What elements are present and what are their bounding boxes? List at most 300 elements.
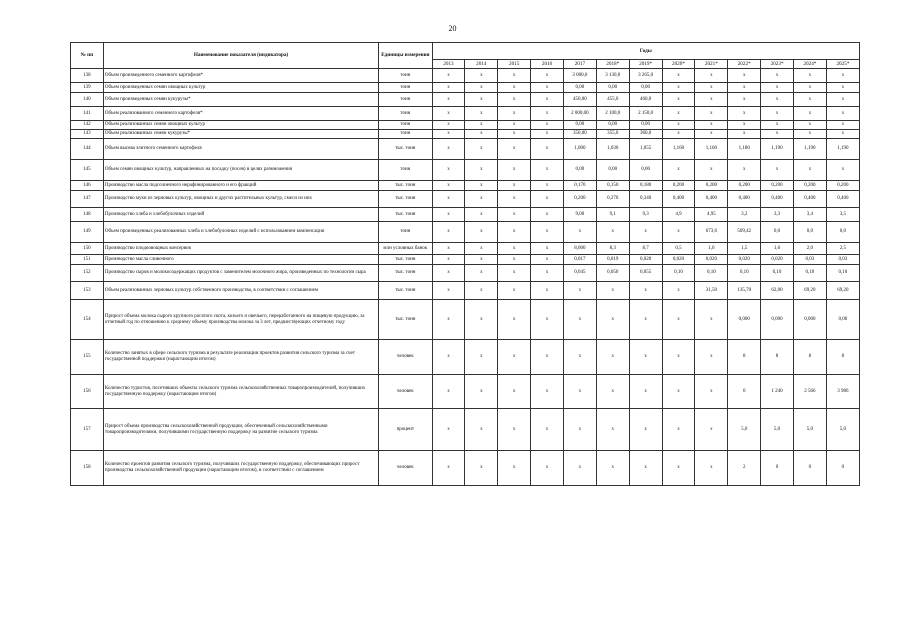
year-value: x bbox=[761, 69, 794, 83]
year-value: x bbox=[826, 160, 859, 181]
year-value: x bbox=[432, 191, 465, 208]
table-row bbox=[71, 139, 860, 160]
row-number: 147 bbox=[71, 191, 104, 208]
year-value: x bbox=[629, 222, 662, 243]
year-value: 0 bbox=[728, 375, 761, 409]
indicator-name: Количество туристов, посетивших объекты сельского туризма сельскохозяйственных товаропроизводителей, получивших государственную поддержку (нарастающим итогом) bbox=[103, 375, 378, 409]
year-value: x bbox=[432, 255, 465, 265]
year-value: x bbox=[629, 340, 662, 375]
year-value: 3 130,0 bbox=[596, 69, 629, 83]
unit-of-measure: млн условных банок bbox=[379, 243, 432, 255]
year-value: 0,020 bbox=[695, 255, 728, 265]
year-value: 0,00 bbox=[826, 300, 859, 340]
year-value: 0,050 bbox=[596, 265, 629, 282]
row-number: 157 bbox=[71, 409, 104, 451]
year-value: x bbox=[728, 69, 761, 83]
year-value: 0,10 bbox=[761, 265, 794, 282]
year-value: x bbox=[465, 255, 498, 265]
year-value: x bbox=[563, 300, 596, 340]
year-value: x bbox=[498, 340, 531, 375]
year-value: 2 100,0 bbox=[596, 107, 629, 121]
year-value: x bbox=[498, 107, 531, 121]
year-value: x bbox=[531, 255, 564, 265]
year-value: x bbox=[531, 409, 564, 451]
year-value: 0,200 bbox=[695, 181, 728, 191]
year-value: 0,10 bbox=[662, 265, 695, 282]
year-value: x bbox=[531, 282, 564, 300]
year-value: x bbox=[498, 191, 531, 208]
indicator-name: Объем реализованного семенного картофеля* bbox=[103, 107, 378, 121]
year-value: 0,00 bbox=[563, 160, 596, 181]
indicator-name: Производство масла сливочного bbox=[103, 255, 378, 265]
year-value: x bbox=[498, 139, 531, 160]
year-value: x bbox=[596, 409, 629, 451]
year-value: 1,055 bbox=[629, 139, 662, 160]
year-value: x bbox=[531, 139, 564, 160]
year-value: 0,00 bbox=[629, 121, 662, 130]
row-number: 150 bbox=[71, 243, 104, 255]
row-number: 148 bbox=[71, 208, 104, 222]
year-value: 355,0 bbox=[596, 130, 629, 139]
year-value: x bbox=[662, 160, 695, 181]
year-value: x bbox=[465, 107, 498, 121]
year-value: x bbox=[629, 409, 662, 451]
unit-of-measure: тыс. тонн bbox=[379, 265, 432, 282]
indicator-name: Количество проектов развития сельского туризма, получивших государственную поддержку, обеспечивающих прирост производства сельскохозяйственной продукции (нарастающим итогом), в соответствии с соглашением bbox=[103, 451, 378, 486]
year-value: x bbox=[498, 451, 531, 486]
table-row bbox=[71, 191, 860, 208]
header-year: 2016 bbox=[531, 60, 564, 69]
year-value: x bbox=[432, 160, 465, 181]
year-value: 0,10 bbox=[793, 265, 826, 282]
indicator-name: Объем реализованных семян овощных культур bbox=[103, 121, 378, 130]
year-value: x bbox=[629, 451, 662, 486]
year-value: 0,10 bbox=[826, 265, 859, 282]
year-value: x bbox=[629, 375, 662, 409]
year-value: 0,020 bbox=[662, 255, 695, 265]
row-number: 155 bbox=[71, 340, 104, 375]
unit-of-measure: тыс. тонн bbox=[379, 208, 432, 222]
header-year: 2020* bbox=[662, 60, 695, 69]
unit-of-measure: тонн bbox=[379, 160, 432, 181]
year-value: x bbox=[662, 121, 695, 130]
year-value: 8,000 bbox=[563, 243, 596, 255]
year-value: 0,200 bbox=[793, 181, 826, 191]
year-value: 0,055 bbox=[629, 265, 662, 282]
unit-of-measure: тыс. тонн bbox=[379, 191, 432, 208]
year-value: 3 986 bbox=[826, 375, 859, 409]
year-value: x bbox=[793, 121, 826, 130]
year-value: x bbox=[432, 139, 465, 160]
table-row bbox=[71, 265, 860, 282]
year-value: x bbox=[465, 300, 498, 340]
year-value: 1,000 bbox=[563, 139, 596, 160]
unit-of-measure: тонн bbox=[379, 69, 432, 83]
year-value: 0,200 bbox=[728, 181, 761, 191]
table-row bbox=[71, 222, 860, 243]
indicator-name: Объем семян овощных культур, направленных на посадку (посев) в целях размножения bbox=[103, 160, 378, 181]
indicator-name: Производство хлеба и хлебобулочных изделий bbox=[103, 208, 378, 222]
table-row bbox=[71, 121, 860, 130]
indicator-name: Производство сыров и молокосодержащих продуктов с заменителем молочного жира, произведенных по технологии сыра bbox=[103, 265, 378, 282]
year-value: x bbox=[826, 83, 859, 93]
year-value: x bbox=[695, 130, 728, 139]
unit-of-measure: тонн bbox=[379, 107, 432, 121]
year-value: x bbox=[662, 83, 695, 93]
year-value: x bbox=[629, 282, 662, 300]
year-value: x bbox=[662, 222, 695, 243]
year-value: x bbox=[662, 93, 695, 107]
year-value: x bbox=[662, 375, 695, 409]
table-row bbox=[71, 451, 860, 486]
year-value: x bbox=[662, 340, 695, 375]
header-years-group: Годы bbox=[432, 43, 859, 60]
year-value: x bbox=[728, 121, 761, 130]
year-value: x bbox=[465, 243, 498, 255]
year-value: 0,00 bbox=[629, 83, 662, 93]
year-value: x bbox=[826, 69, 859, 83]
year-value: x bbox=[728, 160, 761, 181]
row-number: 141 bbox=[71, 107, 104, 121]
row-number: 151 bbox=[71, 255, 104, 265]
indicator-name: Объем реализованных семян кукурузы* bbox=[103, 130, 378, 139]
unit-of-measure: тонн bbox=[379, 222, 432, 243]
year-value: x bbox=[465, 69, 498, 83]
year-value: x bbox=[465, 409, 498, 451]
year-value: 1,190 bbox=[793, 139, 826, 160]
year-value: 0,170 bbox=[563, 181, 596, 191]
year-value: x bbox=[793, 69, 826, 83]
year-value: x bbox=[761, 83, 794, 93]
table-row bbox=[71, 181, 860, 191]
unit-of-measure: тыс. тонн bbox=[379, 282, 432, 300]
year-value: 0,340 bbox=[629, 191, 662, 208]
year-value: 1,190 bbox=[761, 139, 794, 160]
year-value: x bbox=[465, 181, 498, 191]
year-value: x bbox=[793, 93, 826, 107]
year-value: 0,019 bbox=[596, 255, 629, 265]
table-row bbox=[71, 83, 860, 93]
year-value: 0,03 bbox=[793, 255, 826, 265]
row-number: 149 bbox=[71, 222, 104, 243]
header-unit: Единицы измерения bbox=[379, 43, 432, 69]
year-value: 4,95 bbox=[695, 208, 728, 222]
year-value: 8 bbox=[826, 340, 859, 375]
year-value: x bbox=[498, 255, 531, 265]
year-value: x bbox=[531, 375, 564, 409]
year-value: x bbox=[465, 375, 498, 409]
year-value: 1 240 bbox=[761, 375, 794, 409]
header-year: 2023* bbox=[761, 60, 794, 69]
year-value: x bbox=[695, 83, 728, 93]
year-value: 0,00 bbox=[563, 83, 596, 93]
unit-of-measure: тонн bbox=[379, 130, 432, 139]
indicator-name: Объем высева элитного семенного картофеля bbox=[103, 139, 378, 160]
year-value: x bbox=[432, 282, 465, 300]
year-value: x bbox=[465, 130, 498, 139]
year-value: 0,00 bbox=[596, 83, 629, 93]
unit-of-measure: тонн bbox=[379, 121, 432, 130]
year-value: x bbox=[531, 340, 564, 375]
indicators-table bbox=[70, 42, 860, 486]
year-value: 0,00 bbox=[629, 160, 662, 181]
year-value: 1,160 bbox=[695, 139, 728, 160]
year-value: x bbox=[596, 340, 629, 375]
year-value: x bbox=[465, 191, 498, 208]
year-value: x bbox=[826, 121, 859, 130]
year-value: x bbox=[498, 282, 531, 300]
year-value: 360,0 bbox=[629, 130, 662, 139]
year-value: 450,00 bbox=[563, 93, 596, 107]
unit-of-measure: человек bbox=[379, 340, 432, 375]
year-value: 5,0 bbox=[793, 409, 826, 451]
row-number: 139 bbox=[71, 83, 104, 93]
year-value: x bbox=[465, 139, 498, 160]
year-value: 0,000 bbox=[761, 300, 794, 340]
year-value: 0,400 bbox=[728, 191, 761, 208]
year-value: x bbox=[695, 300, 728, 340]
year-value: 2 000,00 bbox=[563, 107, 596, 121]
year-value: x bbox=[695, 93, 728, 107]
year-value: x bbox=[465, 222, 498, 243]
year-value: 31,50 bbox=[695, 282, 728, 300]
year-value: x bbox=[531, 300, 564, 340]
year-value: x bbox=[531, 181, 564, 191]
table-row bbox=[71, 208, 860, 222]
year-value: x bbox=[498, 375, 531, 409]
unit-of-measure: человек bbox=[379, 451, 432, 486]
year-value: x bbox=[531, 107, 564, 121]
unit-of-measure: тыс. тонн bbox=[379, 181, 432, 191]
indicator-name: Количество занятых в сфере сельского туризма в результате реализации проектов развития сельского туризма за счет государственной поддержки (нарастающим итогом) bbox=[103, 340, 378, 375]
year-value: x bbox=[498, 160, 531, 181]
row-number: 138 bbox=[71, 69, 104, 83]
year-value: 460,0 bbox=[629, 93, 662, 107]
year-value: x bbox=[531, 243, 564, 255]
year-value: 0,5 bbox=[662, 243, 695, 255]
year-value: x bbox=[498, 222, 531, 243]
year-value: 69,20 bbox=[793, 282, 826, 300]
year-value: x bbox=[695, 107, 728, 121]
year-value: x bbox=[531, 130, 564, 139]
year-value: x bbox=[531, 265, 564, 282]
row-number: 146 bbox=[71, 181, 104, 191]
year-value: 0,000 bbox=[793, 300, 826, 340]
year-value: 0,000 bbox=[728, 300, 761, 340]
year-value: 3 000,0 bbox=[563, 69, 596, 83]
year-value: x bbox=[498, 208, 531, 222]
year-value: 8 bbox=[728, 340, 761, 375]
year-value: 1,0 bbox=[695, 243, 728, 255]
unit-of-measure: процент bbox=[379, 409, 432, 451]
year-value: 1,5 bbox=[728, 243, 761, 255]
header-num: № пп bbox=[71, 43, 104, 69]
year-value: 0,00 bbox=[596, 121, 629, 130]
year-value: 0,00 bbox=[563, 121, 596, 130]
year-value: 455,0 bbox=[596, 93, 629, 107]
table-row bbox=[71, 300, 860, 340]
year-value: x bbox=[498, 130, 531, 139]
year-value: x bbox=[728, 83, 761, 93]
year-value: x bbox=[695, 409, 728, 451]
year-value: x bbox=[695, 121, 728, 130]
year-value: x bbox=[432, 265, 465, 282]
table-row bbox=[71, 409, 860, 451]
table-row bbox=[71, 255, 860, 265]
year-value: x bbox=[432, 300, 465, 340]
year-value: x bbox=[465, 340, 498, 375]
year-value: 0,020 bbox=[761, 255, 794, 265]
year-value: 1,180 bbox=[728, 139, 761, 160]
year-value: x bbox=[563, 375, 596, 409]
year-value: x bbox=[761, 107, 794, 121]
year-value: 0,0 bbox=[826, 222, 859, 243]
year-value: x bbox=[662, 282, 695, 300]
year-value: x bbox=[531, 83, 564, 93]
year-value: 2 150,0 bbox=[629, 107, 662, 121]
year-value: 673,6 bbox=[695, 222, 728, 243]
year-value: x bbox=[563, 409, 596, 451]
year-value: x bbox=[793, 130, 826, 139]
year-value: x bbox=[596, 282, 629, 300]
year-value: x bbox=[563, 222, 596, 243]
indicator-name: Объем реализованных зерновых культур собственного производства, в соответствии с соглашением bbox=[103, 282, 378, 300]
year-value: 0,10 bbox=[728, 265, 761, 282]
year-value: x bbox=[465, 208, 498, 222]
year-value: x bbox=[432, 409, 465, 451]
year-value: x bbox=[498, 181, 531, 191]
year-value: x bbox=[498, 69, 531, 83]
year-value: x bbox=[432, 208, 465, 222]
indicator-name: Объем произведенных семян овощных культур bbox=[103, 83, 378, 93]
header-year: 2022* bbox=[728, 60, 761, 69]
year-value: 3,5 bbox=[826, 208, 859, 222]
year-value: x bbox=[498, 409, 531, 451]
year-value: 135,70 bbox=[728, 282, 761, 300]
year-value: x bbox=[432, 93, 465, 107]
indicator-name: Объем произведенного семенного картофеля* bbox=[103, 69, 378, 83]
year-value: 350,00 bbox=[563, 130, 596, 139]
year-value: 3 265,0 bbox=[629, 69, 662, 83]
year-value: 1,6 bbox=[761, 243, 794, 255]
year-value: 9,3 bbox=[629, 208, 662, 222]
year-value: 69,20 bbox=[826, 282, 859, 300]
year-value: x bbox=[531, 208, 564, 222]
year-value: 0,017 bbox=[563, 255, 596, 265]
year-value: x bbox=[662, 409, 695, 451]
year-value: x bbox=[531, 191, 564, 208]
table-row bbox=[71, 107, 860, 121]
year-value: x bbox=[826, 107, 859, 121]
row-number: 143 bbox=[71, 130, 104, 139]
year-value: x bbox=[498, 243, 531, 255]
year-value: 0,180 bbox=[629, 181, 662, 191]
year-value: x bbox=[728, 130, 761, 139]
year-value: x bbox=[498, 265, 531, 282]
year-value: 0,03 bbox=[826, 255, 859, 265]
year-value: 9,1 bbox=[596, 208, 629, 222]
year-value: 3,2 bbox=[728, 208, 761, 222]
year-value: 3,4 bbox=[793, 208, 826, 222]
year-value: x bbox=[695, 160, 728, 181]
indicator-name: Прирост объема производства сельскохозяйственной продукции, обеспеченный сельскохозяйственными товаропроизводителями, получившими государственную поддержку на развитие сельского туризма bbox=[103, 409, 378, 451]
year-value: 1,190 bbox=[826, 139, 859, 160]
year-value: x bbox=[465, 451, 498, 486]
year-value: x bbox=[596, 300, 629, 340]
year-value: 0,400 bbox=[662, 191, 695, 208]
year-value: x bbox=[695, 375, 728, 409]
year-value: x bbox=[432, 340, 465, 375]
row-number: 144 bbox=[71, 139, 104, 160]
year-value: 5,0 bbox=[761, 409, 794, 451]
year-value: x bbox=[695, 451, 728, 486]
row-number: 140 bbox=[71, 93, 104, 107]
year-value: 0,00 bbox=[596, 160, 629, 181]
year-value: 0 bbox=[793, 451, 826, 486]
year-value: x bbox=[761, 130, 794, 139]
year-value: 62,00 bbox=[761, 282, 794, 300]
year-value: x bbox=[432, 243, 465, 255]
row-number: 158 bbox=[71, 451, 104, 486]
row-number: 154 bbox=[71, 300, 104, 340]
year-value: x bbox=[629, 300, 662, 340]
year-value: x bbox=[432, 375, 465, 409]
year-value: x bbox=[465, 160, 498, 181]
year-value: 0,045 bbox=[563, 265, 596, 282]
year-value: 0 bbox=[826, 451, 859, 486]
header-year: 2017 bbox=[563, 60, 596, 69]
year-value: 0,10 bbox=[695, 265, 728, 282]
table-row bbox=[71, 160, 860, 181]
year-value: x bbox=[432, 130, 465, 139]
year-value: 0,0 bbox=[761, 222, 794, 243]
year-value: x bbox=[662, 130, 695, 139]
year-value: x bbox=[793, 160, 826, 181]
year-value: 0,200 bbox=[563, 191, 596, 208]
row-number: 152 bbox=[71, 265, 104, 282]
header-year: 2014 bbox=[465, 60, 498, 69]
year-value: x bbox=[531, 69, 564, 83]
year-value: x bbox=[563, 340, 596, 375]
header-year: 2019* bbox=[629, 60, 662, 69]
year-value: x bbox=[662, 107, 695, 121]
year-value: x bbox=[498, 93, 531, 107]
year-value: x bbox=[498, 83, 531, 93]
year-value: 2 bbox=[728, 451, 761, 486]
year-value: x bbox=[793, 83, 826, 93]
year-value: x bbox=[432, 107, 465, 121]
year-value: x bbox=[531, 160, 564, 181]
unit-of-measure: тыс. тонн bbox=[379, 300, 432, 340]
year-value: 1,030 bbox=[596, 139, 629, 160]
year-value: x bbox=[761, 93, 794, 107]
header-year: 2013 bbox=[432, 60, 465, 69]
year-value: 0 bbox=[761, 451, 794, 486]
unit-of-measure: тыс. тонн bbox=[379, 255, 432, 265]
indicator-name: Производство плодоовощных консервов bbox=[103, 243, 378, 255]
table-row bbox=[71, 69, 860, 83]
header-year: 2024* bbox=[793, 60, 826, 69]
indicator-name: Объем произведенных реализованных хлеба и хлебобулочных изделий с использованием компенсации bbox=[103, 222, 378, 243]
year-value: 0,400 bbox=[761, 191, 794, 208]
year-value: x bbox=[465, 265, 498, 282]
year-value: x bbox=[465, 93, 498, 107]
year-value: 2,5 bbox=[826, 243, 859, 255]
row-number: 145 bbox=[71, 160, 104, 181]
header-year: 2021* bbox=[695, 60, 728, 69]
year-value: x bbox=[761, 160, 794, 181]
indicator-name: Производство масла подсолнечного нерафинированного и его фракций bbox=[103, 181, 378, 191]
